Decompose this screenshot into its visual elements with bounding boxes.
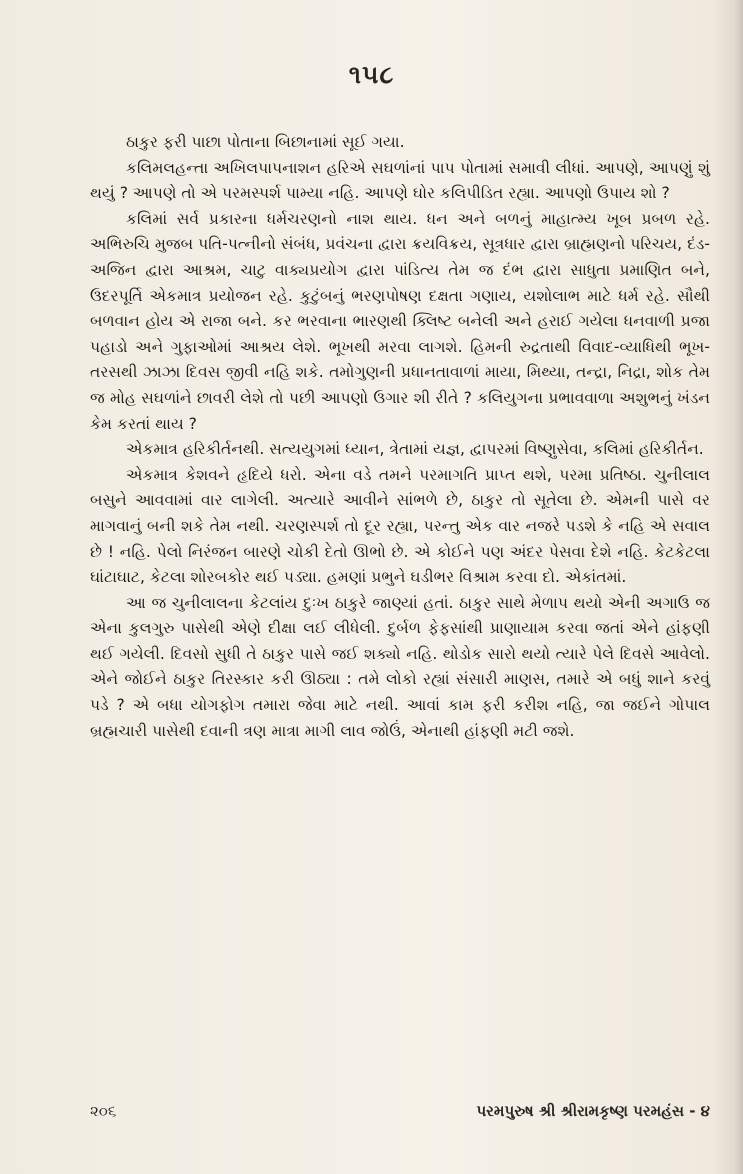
page-body: [90, 130, 710, 744]
paragraph: ઠાકુર ફરી પાછા પોતાના બિછાનામાં સૂઈ ગયા.: [126, 133, 405, 151]
paragraph: આ જ ચુનીલાલના કેટલાંય દુઃખ ઠાકુરે જાણ્યાં હતાં. ઠાકુર સાથે મેળાપ થયો એની અગાઉ જ એના કુલગુરુ પાસેથી એણે દીક્ષા લઈ લીધેલી. દુર્બળ ફેફસાંથી પ્રાણાયામ કરવા જતાં એને હાંફણી થઈ ગયેલી. દિવસો સુધી તે ઠાકુર પાસે જઈ શક્યો નહિ. થોડોક સારો થયો ત્યારે પેલે દિવસે આવેલો. એને જોઈને ઠાકુર તિરસ્કાર કરી ઊઠ્યા : તમે લોકો રહ્યાં સંસારી માણસ, તમારે એ બધું શાને કરવું પડે ? એ બધા યોગફોગ તમારા જેવા માટે નથી. આવાં કામ ફરી કરીશ નહિ, જા જઈને ગોપાલ બ્રહ્મચારી પાસેથી દવાની ત્રણ માત્રા માગી લાવ જોઉં, એનાથી હાંફણી મટી જશે.: [90, 593, 710, 740]
paragraph: એકમાત્ર કેશવને હૃદિયે ધરો. એના વડે તમને પરમાગતિ પ્રાપ્ત થશે, પરમા પ્રતિષ્ઠા. ચુનીલાલ બસુને આવવામાં વાર લાગેલી. અત્યારે આવીને સાંભળે છે, ઠાકુર તો સૂતેલા છે. એમની પાસે વર માગવાનું બની શકે તેમ નથી. ચરણસ્પર્શ તો દૂર રહ્યા, પરન્તુ એક વાર નજરે પડશે કે નહિ એ સવાલ છે ! નહિ. પેલો નિરંજન બારણે ચોકી દેતો ઊભો છે. એ કોઈને પણ અંદર પેસવા દેશે નહિ. કેટકેટલા ઘાંટાઘાટ, કેટલા શોરબકોર થઈ પડ્યા. હમણાં પ્રભુને ઘડીભર વિશ્રામ કરવા દો. એકાંતમાં.: [90, 465, 710, 587]
chapter-number: ૧૫૮: [348, 60, 395, 89]
running-title: પરમપુરુષ શ્રી શ્રીરામકૃષ્ણ પરમહંસ - ૪: [476, 1102, 710, 1120]
page-number: ૨૦૬: [90, 1102, 117, 1120]
paragraph: કલિમાં સર્વ પ્રકારના ધર્મચરણનો નાશ થાય. ધન અને બળનું માહાત્મ્ય ખૂબ પ્રબળ રહે. અભિરુચિ મુજબ પતિ-પત્નીનો સંબંધ, પ્રવંચના દ્વારા ક્રયવિક્રય, સૂત્રધાર દ્વારા બ્રાહ્મણનો પરિચય, દંડ-અજિન દ્વારા આશ્રમ, ચાટુ વાક્યપ્રયોગ દ્વારા પાંડિત્ય તેમ જ દંભ દ્વારા સાધુતા પ્રમાણિત બને, ઉદરપૂર્તિ એકમાત્ર પ્રયોજન રહે. કુટુંબનું ભરણપોષણ દક્ષતા ગણાય, યશોલાભ માટે ધર્મ રહે. સૌથી બળવાન હોય એ રાજા બને. કર ભરવાના ભારણથી ક્લિષ્ટ બનેલી અને હરાઈ ગયેલા ધનવાળી પ્રજા પહાડો અને ગુફાઓમાં આશ્રય લેશે. ભૂખથી મરવા લાગશે. હિમની રુદ્રતાથી વિવાદ-વ્યાધિથી ભૂખ-તરસથી ઝાઝા દિવસ જીવી નહિ શકે. તમોગુણની પ્રધાનતાવાળાં માયા, મિથ્યા, તન્દ્રા, નિદ્રા, શોક તેમ જ મોહ સઘળાંને છાવરી લેશે તો પછી આપણો ઉગાર શી રીતે ? કલિયુગના પ્રભાવવાળા અશુભનું ખંડન કેમ કરતાં થાય ?: [90, 209, 710, 433]
paragraph: એકમાત્ર હરિકીર્તનથી. સત્યયુગમાં ધ્યાન, ત્રેતામાં યજ્ઞ, દ્વાપરમાં વિષ્ણુસેવા, કલિમાં હરિકીર્તન.: [126, 440, 704, 459]
page-edge: [733, 0, 743, 1174]
paragraph: કલિમલહન્તા અખિલપાપનાશન હરિએ સઘળાંનાં પાપ પોતામાં સમાવી લીધાં. આપણે, આપણું શું થયું ? આપણે તો એ પરમસ્પર્શ પામ્યા નહિ. આપણે ઘોર કલિપીડિત રહ્યા. આપણો ઉપાય શો ?: [90, 158, 710, 203]
